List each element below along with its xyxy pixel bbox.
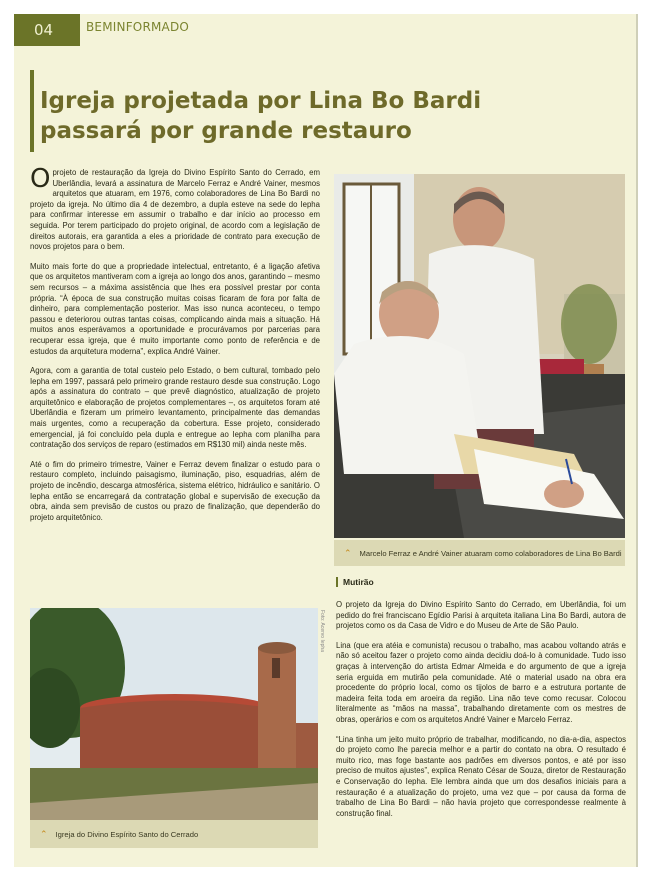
title-accent-bar bbox=[30, 70, 34, 152]
photo-architects-image bbox=[334, 174, 625, 538]
caption-marker-icon: ⌃ bbox=[344, 547, 352, 558]
title-line-1: Igreja projetada por Lina Bo Bardi bbox=[40, 88, 482, 114]
caption-marker-icon: ⌃ bbox=[40, 828, 48, 839]
article-title bbox=[40, 86, 560, 146]
photo-church bbox=[30, 608, 318, 820]
drop-cap: O bbox=[30, 164, 51, 194]
caption-text: Marcelo Ferraz e André Vainer atuaram como colaboradores de Lina Bo Bardi bbox=[359, 548, 622, 558]
paragraph-1-text: projeto de restauração da Igreja do Divino Espírito Santo do Cerrado, em Uberlândia, levará a assinatura de Marcelo Ferraz e André Vainer, mesmos arquitetos que atuaram, em 1976, como colaboradores de Lina Bo Bardi no projeto da igreja. No último dia 4 de dezembro, a dupla esteve na sede do Iepha para confirmar interesse em assumir o trabalho e dar início ao processo em seguida. Por terem participado do projeto original, de acordo com a legislação de direitos autorais, era garantida a eles a prioridade de contrato para execução de novos projetos para o bem. bbox=[30, 168, 320, 252]
paragraph-3: Agora, com a garantia de total custeio pelo Estado, o bem cultural, tombado pelo Iepha em 1997, passará pelo primeiro grande restauro desde sua construção. Logo após a assinatura do contrato – que prevê diagnóstico, atualização de projeto arquitetônico e elaboração de projetos complementares –, os arquitetos foram até Uberlândia e fizeram um primeiro levantamento, principalmente das demandas mais urgentes, como a recuperação da cobertura. Esse projeto, considerado emergencial, já foi concluído pela dupla e entregue ao Iepha com planilha para contratação dos serviços de reparo (estimados em R$130 mil) ainda neste mês. bbox=[30, 366, 320, 450]
paragraph-4: Até o fim do primeiro trimestre, Vainer e Ferraz devem finalizar o estudo para o restauro completo, incluindo paisagismo, iluminação, piso, esquadrias, além de projeto de incêndio, descarga atmosférica, sistema elétrico, hidráulico e sanitário. O Iepha então se encarregará da contratação global e supervisão de execução da obra, ainda sem previsão de custos ou prazo de finalização, que dependerão do projeto arquitetônico. bbox=[30, 459, 320, 522]
sidebar-paragraph-3: “Lina tinha um jeito muito próprio de trabalhar, modificando, no dia-a-dia, aspectos do projeto como lhe parecia melhor e a partir do contato na obra. O resultado é muito rico, mas foge bastante aos padrões em diversos pontos, e até por isso preciso de muitos ajustes”, explica Renato César de Souza, diretor de Restauração e Conservação do Iepha. Ele lembra ainda que um dos desafios iniciais para a restauração é a atualização do projeto, uma vez que – por causa da forma de trabalho de Lina Bo Bardi – não havia projeto que correspondesse realmente à construção final. bbox=[336, 734, 626, 818]
sidebar-heading: Mutirão bbox=[336, 577, 374, 587]
section-label-bold: INFORMADO bbox=[112, 20, 190, 34]
section-label-light: BEM bbox=[86, 20, 113, 34]
sidebar-body bbox=[336, 600, 626, 828]
photo-credit: Foto: Acervo Iepha bbox=[319, 610, 325, 652]
paragraph-2: Muito mais forte do que a propriedade intelectual, entretanto, é a ligação afetiva que os arquitetos mantiveram com a igreja ao longo dos anos, garantindo – mesmo sem recursos – a máxima assistência que lhes era possível prestar por conta própria. “À época de sua construção muitas coisas ficaram de fora por falta de dinheiro, para complementação posterior. Mas isso nunca aconteceu, o tempo passou e deteriorou outras tantas coisas, complicando ainda mais a situação. Há muitos anos esperávamos a oportunidade e procurávamos por parcerias para recuperar essa igreja, que é muito importante como ponto de referência e de estudos da arquitetura moderna”, explica André Vainer. bbox=[30, 261, 320, 356]
page-number: 04 bbox=[14, 14, 80, 46]
photo-architects bbox=[334, 174, 625, 538]
section-label bbox=[86, 20, 189, 34]
sidebar-paragraph-2: Lina (que era atéia e comunista) recusou o trabalho, mas acabou voltando atrás e não só aceitou fazer o projeto como ainda decidiu doá-lo à comunidade. Tudo isso graças à intervenção do artista Edmar Almeida e do argumento de que a igreja seria erguida em mutirão pela comunidade. Até o material usado na obra era procedente do próprio local, como os tijolos de barro e a estrutura portante de madeira feita toda em aroeira da região. Lina não teve como recusar. Colocou literalmente as “mãos na massa”, trabalhando diretamente com os mestres de obras, operários e com os arquitetos André Vainer e Marcelo Ferraz. bbox=[336, 640, 626, 724]
caption-text: Igreja do Divino Espírito Santo do Cerrado bbox=[55, 829, 199, 839]
article-body bbox=[30, 164, 320, 532]
paragraph-1 bbox=[30, 164, 320, 253]
title-line-2: passará por grande restauro bbox=[40, 118, 412, 144]
photo-church-caption bbox=[30, 820, 318, 848]
photo-church-image bbox=[30, 608, 318, 820]
sidebar-paragraph-1: O projeto da Igreja do Divino Espírito Santo do Cerrado, em Uberlândia, foi um pedido do frei franciscano Egídio Parisi à arquiteta italiana Lina Bo Bardi, autora de projetos como os da Casa de Vidro e do Museu de Arte de São Paulo. bbox=[336, 600, 626, 631]
photo-architects-caption bbox=[334, 540, 625, 566]
